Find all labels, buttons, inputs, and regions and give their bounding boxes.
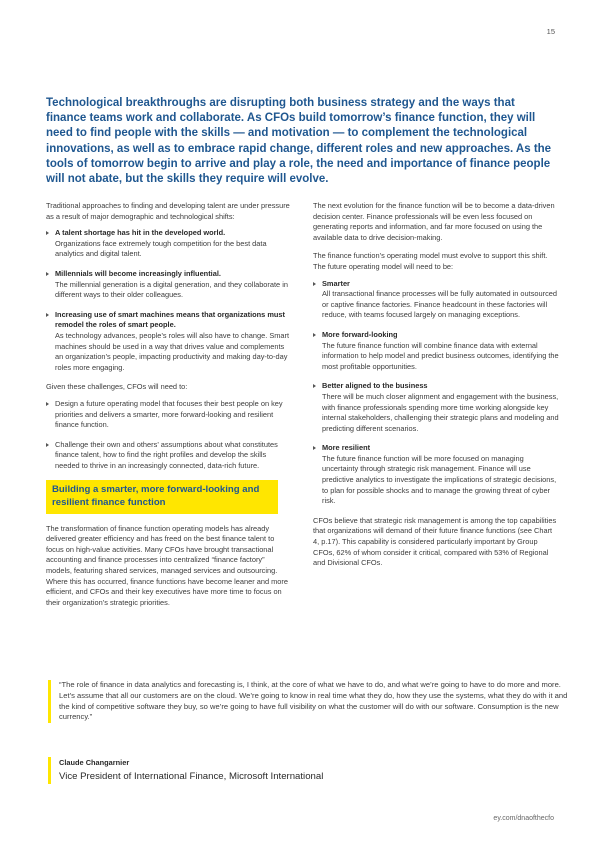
quote-text: “The role of finance in data analytics and forecasting is, I think, at the core of what we have to do, and what we’re going to have to do more and more. Let’s assume that all our customers are on the cloud. We’re going to know in real time what they do, how they use the systems, what they do with it and the kind of competitive software they buy, so we’re going to have full visibility on what the customer will do with our software. Consumption is the new currency.”: [59, 680, 568, 722]
right-paragraph-3: CFOs believe that strategic risk management is among the top capabilities that organizations will demand of their future finance functions (see Chart 4, p.17). This capability is considered particularly important by Group CFOs, 62% of whom consider it critical, compared with 53% of Regional and Divisional CFOs.: [313, 515, 557, 568]
list-item: [46, 269, 292, 301]
right-paragraph-1: The next evolution for the finance function will be to become a data-driven decision center. Finance professionals will be even less focused on generating reports and information, and far more focused on using the available data to drive decision-making.: [313, 201, 555, 242]
intro-paragraph: Technological breakthroughs are disrupting both business strategy and the ways that finance teams work and collaborate. As CFOs build tomorrow’s finance function, they will need to find people with the skills — and motivation — to complement the technological innovations, as well as to embrace rapid change, different roles and new approaches. As the tools of tomorrow begin to arrive and play a role, the need and importance of finance people will not abate, but the skills they require will evolve.: [46, 97, 552, 186]
list-item-text: The future finance function will be more focused on managing uncertainty through strategic risk management. Finance will use predictive analytics to investigate the implications of strategic decisions, to plan for possible shocks and to manage the growing threat of cyber risk.: [322, 453, 557, 506]
list-item: [46, 228, 292, 260]
list-item-title: Better aligned to the business: [322, 381, 428, 391]
footer-url: ey.com/dnaofthecfo: [493, 815, 554, 822]
right-paragraph-2: The finance function’s operating model must evolve to support this shift. The future operating model will need to be:: [313, 251, 548, 271]
list-item-text: The millennial generation is a digital generation, and they collaborate in different ways to their older colleagues.: [55, 279, 288, 300]
list-item-text: Challenge their own and others’ assumptions about what constitutes finance talent, how to find the right profiles and develop the skills needed to thrive in an increasingly connected, data-rich future.: [55, 439, 278, 470]
right-column: [313, 201, 559, 569]
left-paragraph-2: Given these challenges, CFOs will need to:: [46, 382, 188, 392]
left-paragraph-1: Traditional approaches to finding and developing talent are under pressure as a result of major demographic and technological shifts:: [46, 201, 290, 221]
list-item-text: Design a future operating model that focuses their best people on key priorities and delivers a smarter, more forward-looking and resilient finance function.: [55, 398, 283, 430]
list-item-title: Millennials will become increasingly influential.: [55, 268, 221, 278]
list-item: [313, 330, 559, 372]
shifts-list: [46, 228, 292, 373]
list-item: [46, 399, 292, 431]
section-heading: Building a smarter, more forward-looking and resilient finance function: [46, 480, 278, 513]
list-item-text: As technology advances, people’s roles will also have to change. Smart machines should be used in a way that drives value and complements an organization’s people, impacting productivity and making day-to-day roles more engaging.: [55, 330, 290, 372]
list-item: [313, 279, 559, 321]
quote-author-title: Vice President of International Finance, Microsoft International: [59, 771, 324, 782]
quote-attribution: [48, 757, 323, 784]
left-column: [46, 201, 292, 608]
left-paragraph-3: The transformation of finance function operating models has already delivered greater efficiency and has freed on the best finance talent to focus on high-value activities. Many CFOs have brought transactional accounting and finance processes into centralized “finance factory” models, featuring shared services, managed services and outsourcing. Where this has occurred, finance functions have become leaner and more efficient, and CFOs and their key executives have more time to focus on their organization’s strategic priorities.: [46, 523, 288, 607]
list-item-text: The future finance function will combine finance data with external information to help model and predict business outcomes, identifying the most profitable opportunities.: [322, 340, 559, 371]
list-item-text: All transactional finance processes will be fully automated in outsourced or captive finance factories. Finance headcount in these factories will reduce, with teams focused largely on managing exceptions.: [322, 289, 557, 320]
list-item: [313, 443, 559, 507]
quote-author-name: Claude Changarnier: [59, 758, 130, 767]
list-item-title: Smarter: [322, 278, 350, 288]
attributes-list: [313, 279, 559, 507]
pull-quote: [48, 680, 569, 723]
list-item: [313, 381, 559, 434]
list-item-title: Increasing use of smart machines means that organizations must remodel the roles of smart people.: [55, 309, 285, 330]
list-item-text: There will be much closer alignment and engagement with the business, with finance professionals spending more time working alongside key internal stakeholders, challenging their strategic plans and modeling and predicting different scenarios.: [322, 391, 559, 433]
list-item-title: A talent shortage has hit in the developed world.: [55, 228, 226, 238]
page-number: 15: [546, 27, 555, 36]
needs-list: [46, 399, 292, 472]
list-item-title: More resilient: [322, 443, 371, 453]
list-item: [46, 310, 292, 374]
list-item: [46, 440, 292, 472]
list-item-text: Organizations face extremely tough competition for the best data analytics and digital talent.: [55, 238, 267, 259]
list-item-title: More forward-looking: [322, 329, 398, 339]
